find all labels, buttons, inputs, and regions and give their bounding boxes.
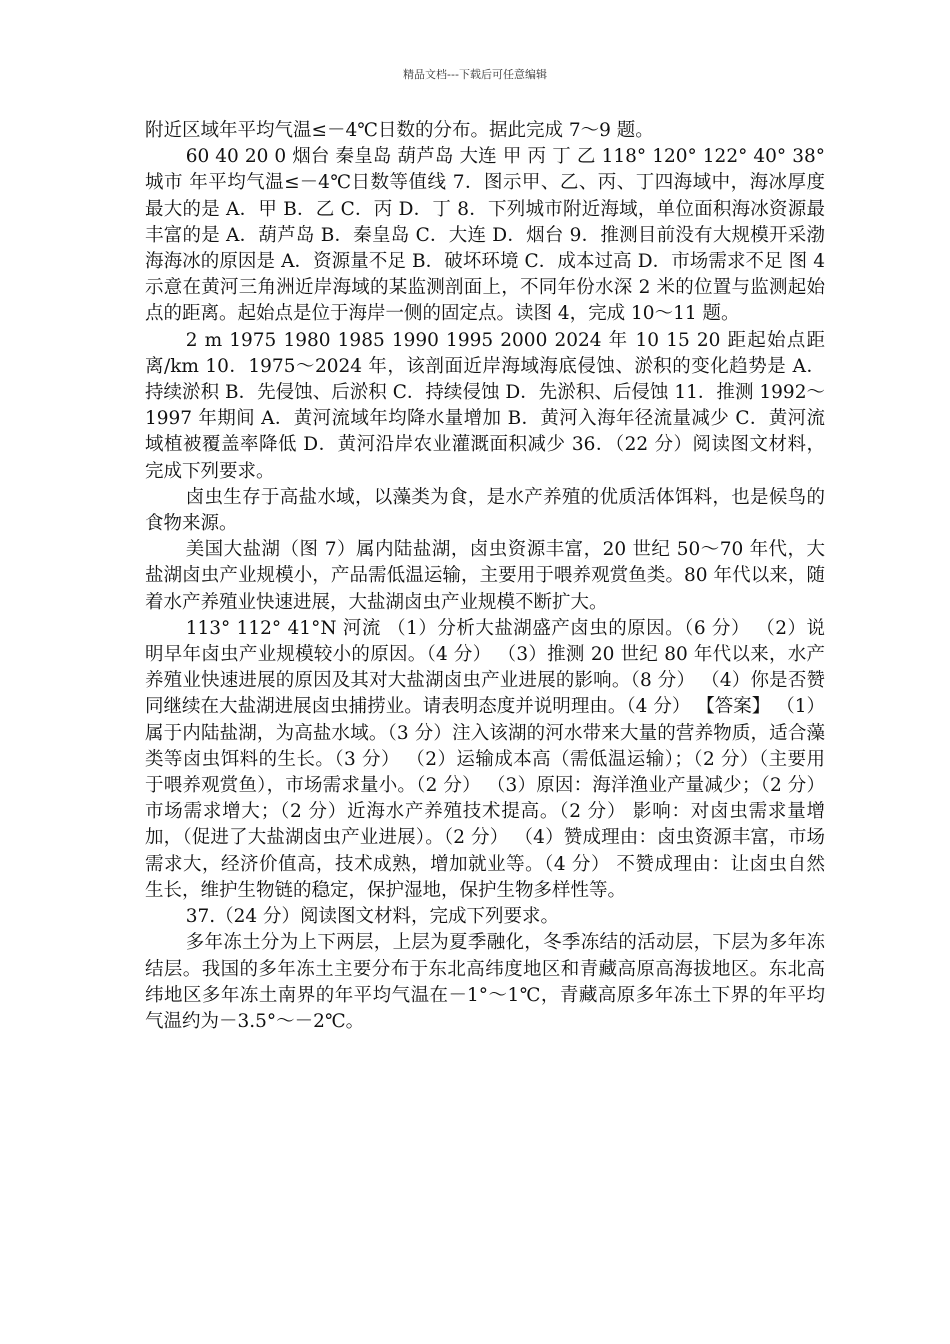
document-body: [145, 118, 825, 1035]
paragraph-great-salt-lake: 美国大盐湖（图 7）属内陆盐湖，卤虫资源丰富，20 世纪 50～70 年代，大盐湖卤虫产业规模小，产品需低温运输，主要用于喂养观赏鱼类。80 年代以来，随着水产养殖业快速进展，大盐湖卤虫产业规模不断扩大。: [145, 539, 825, 613]
paragraph-questions-10-36: 2 m 1975 1980 1985 1990 1995 2000 2024 年 10 15 20 距起始点距离/km 10．1975～2024 年，该剖面近岸海域海底侵蚀、淤积的变化趋势是 A．持续淤积 B．先侵蚀、后淤积 C．持续侵蚀 D．先淤积、后侵蚀 11．推测 1992～1997 年期间 A．黄河流域年均降水量增加 B．黄河入海年径流量减少 C．黄河流域植被覆盖率降低 D．黄河沿岸农业灌溉面积减少 36．（22 分）阅读图文材料，完成下列要求。: [145, 329, 825, 482]
page-header: 精品文档---下载后可任意编辑: [403, 68, 547, 81]
paragraph-questions-7-11: 60 40 20 0 烟台 秦皇岛 葫芦岛 大连 甲 丙 丁 乙 118° 120° 122° 40° 38° 城市 年平均气温≤－4℃日数等值线 7．图示甲、乙、丙、丁四海域中，海冰厚度最大的是 A．甲 B．乙 C．丙 D．丁 8．下列城市附近海域，单位面积海冰资源最丰富的是 A．葫芦岛 B．秦皇岛 C．大连 D．烟台 9．推测目前没有大规模开采渤海海冰的原因是 A．资源量不足 B．破坏环境 C．成本过高 D．市场需求不足 图 4 示意在黄河三角洲近岸海域的某监测剖面上，不同年份水深 2 米的位置与监测起始点的距离。起始点是位于海岸一侧的固定点。读图 4，完成 10～11 题。: [145, 146, 825, 325]
paragraph-intro: 附近区域年平均气温≤－4℃日数的分布。据此完成 7～9 题。: [145, 120, 654, 141]
paragraph-permafrost: 多年冻土分为上下两层，上层为夏季融化，冬季冻结的活动层，下层为多年冻结层。我国的多年冻土主要分布于东北高纬度地区和青藏高原高海拔地区。东北高纬地区多年冻土南界的年平均气温在－1°～1℃，青藏高原多年冻土下界的年平均气温约为－3.5°～－2℃。: [145, 932, 825, 1032]
paragraph-brine-shrimp: 卤虫生存于高盐水域，以藻类为食，是水产养殖的优质活体饵料，也是候鸟的食物来源。: [145, 486, 825, 535]
paragraph-questions-and-answers: 113° 112° 41°N 河流 （1）分析大盐湖盛产卤虫的原因。（6 分） （2）说明早年卤虫产业规模较小的原因。（4 分） （3）推测 20 世纪 80 年代以来，水产养殖业快速进展的原因及其对大盐湖卤虫产业进展的影响。（8 分） （4）你是否赞同继续在大盐湖进展卤虫捕捞业。请表明态度并说明理由。（4 分） 【答案】 （1）属于内陆盐湖，为高盐水域。（3 分）注入该湖的河水带来大量的营养物质，适合藻类等卤虫饵料的生长。（3 分） （2）运输成本高（需低温运输）；（2 分）（主要用于喂养观赏鱼），市场需求量小。（2 分） （3）原因：海洋渔业产量减少；（2 分）市场需求增大；（2 分）近海水产养殖技术提高。（2 分） 影响：对卤虫需求量增加，（促进了大盐湖卤虫产业进展）。（2 分） （4）赞成理由：卤虫资源丰富，市场需求大，经济价值高，技术成熟，增加就业等。（4 分） 不赞成理由：让卤虫自然生长，维护生物链的稳定，保护湿地，保护生物多样性等。: [145, 617, 825, 901]
paragraph-question-37: 37.（24 分）阅读图文材料，完成下列要求。: [185, 906, 560, 928]
